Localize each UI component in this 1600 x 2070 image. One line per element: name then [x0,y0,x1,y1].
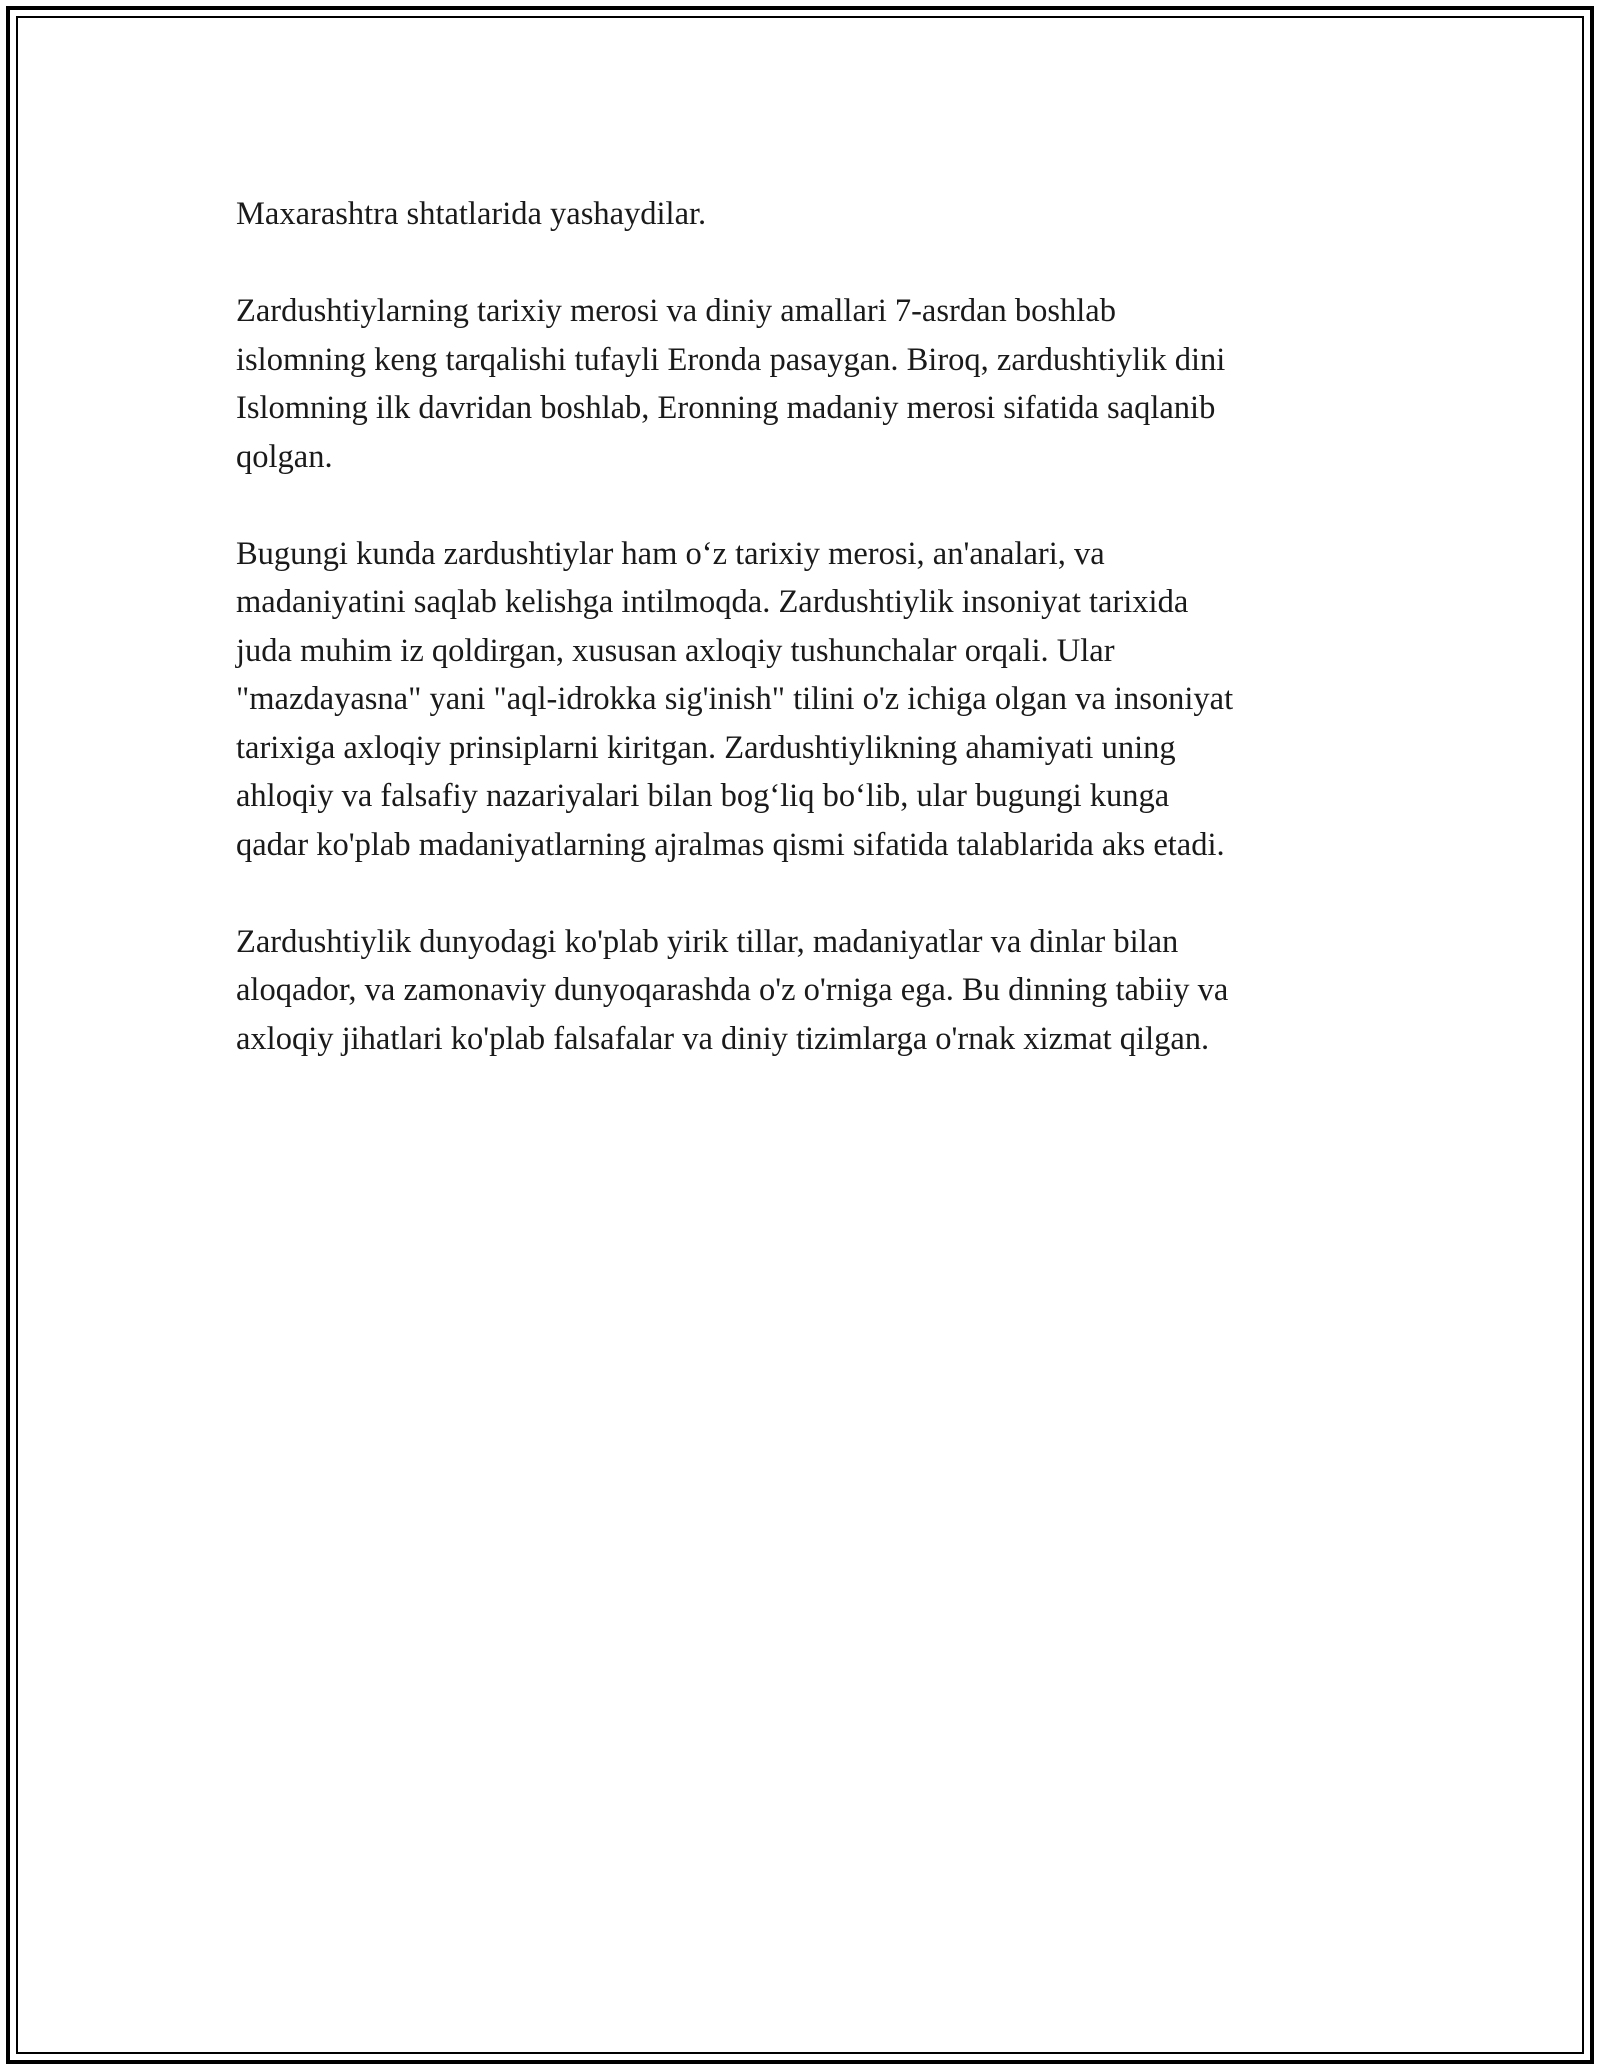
paragraph-3: Bugungi kunda zardushtiylar ham o‘z tarixiy merosi, an'analari, va madaniyatini saqlab kelishga intilmoqda. Zardushtiylik insoniyat tarixida juda muhim iz qoldirgan, xususan axloqiy tushunchalar orqali. Ular "mazdayasna" yani "aql-idrokka sig'inish" tilini o'z ichiga olgan va insoniyat tarixiga axloqiy prinsiplarni kiritgan. Zardushtiylikning ahamiyati uning ahloqiy va falsafiy nazariyalari bilan bog‘liq bo‘lib, ular bugungi kunga qadar ko'plab madaniyatlarning ajralmas qismi sifatida talablarida aks etadi. [236,535,1234,863]
document-body [236,190,1366,1112]
paragraph-4: Zardushtiylik dunyodagi ko'plab yirik tillar, madaniyatlar va dinlar bilan aloqador, va zamonaviy dunyoqarashda o'z o'rniga ega. Bu dinning tabiiy va axloqiy jihatlari ko'plab falsafalar va diniy tizimlarga o'rnak xizmat qilgan. [236,923,1229,1057]
paragraph-2: Zardushtiylarning tarixiy merosi va diniy amallari 7-asrdan boshlab islomning keng tarqalishi tufayli Eronda pasaygan. Biroq, zardushtiylik dini Islomning ilk davridan boshlab, Eronning madaniy merosi sifatida saqlanib qolgan. [236,293,1226,475]
paragraph-1: Maxarashtra shtatlarida yashaydilar. [236,196,707,232]
